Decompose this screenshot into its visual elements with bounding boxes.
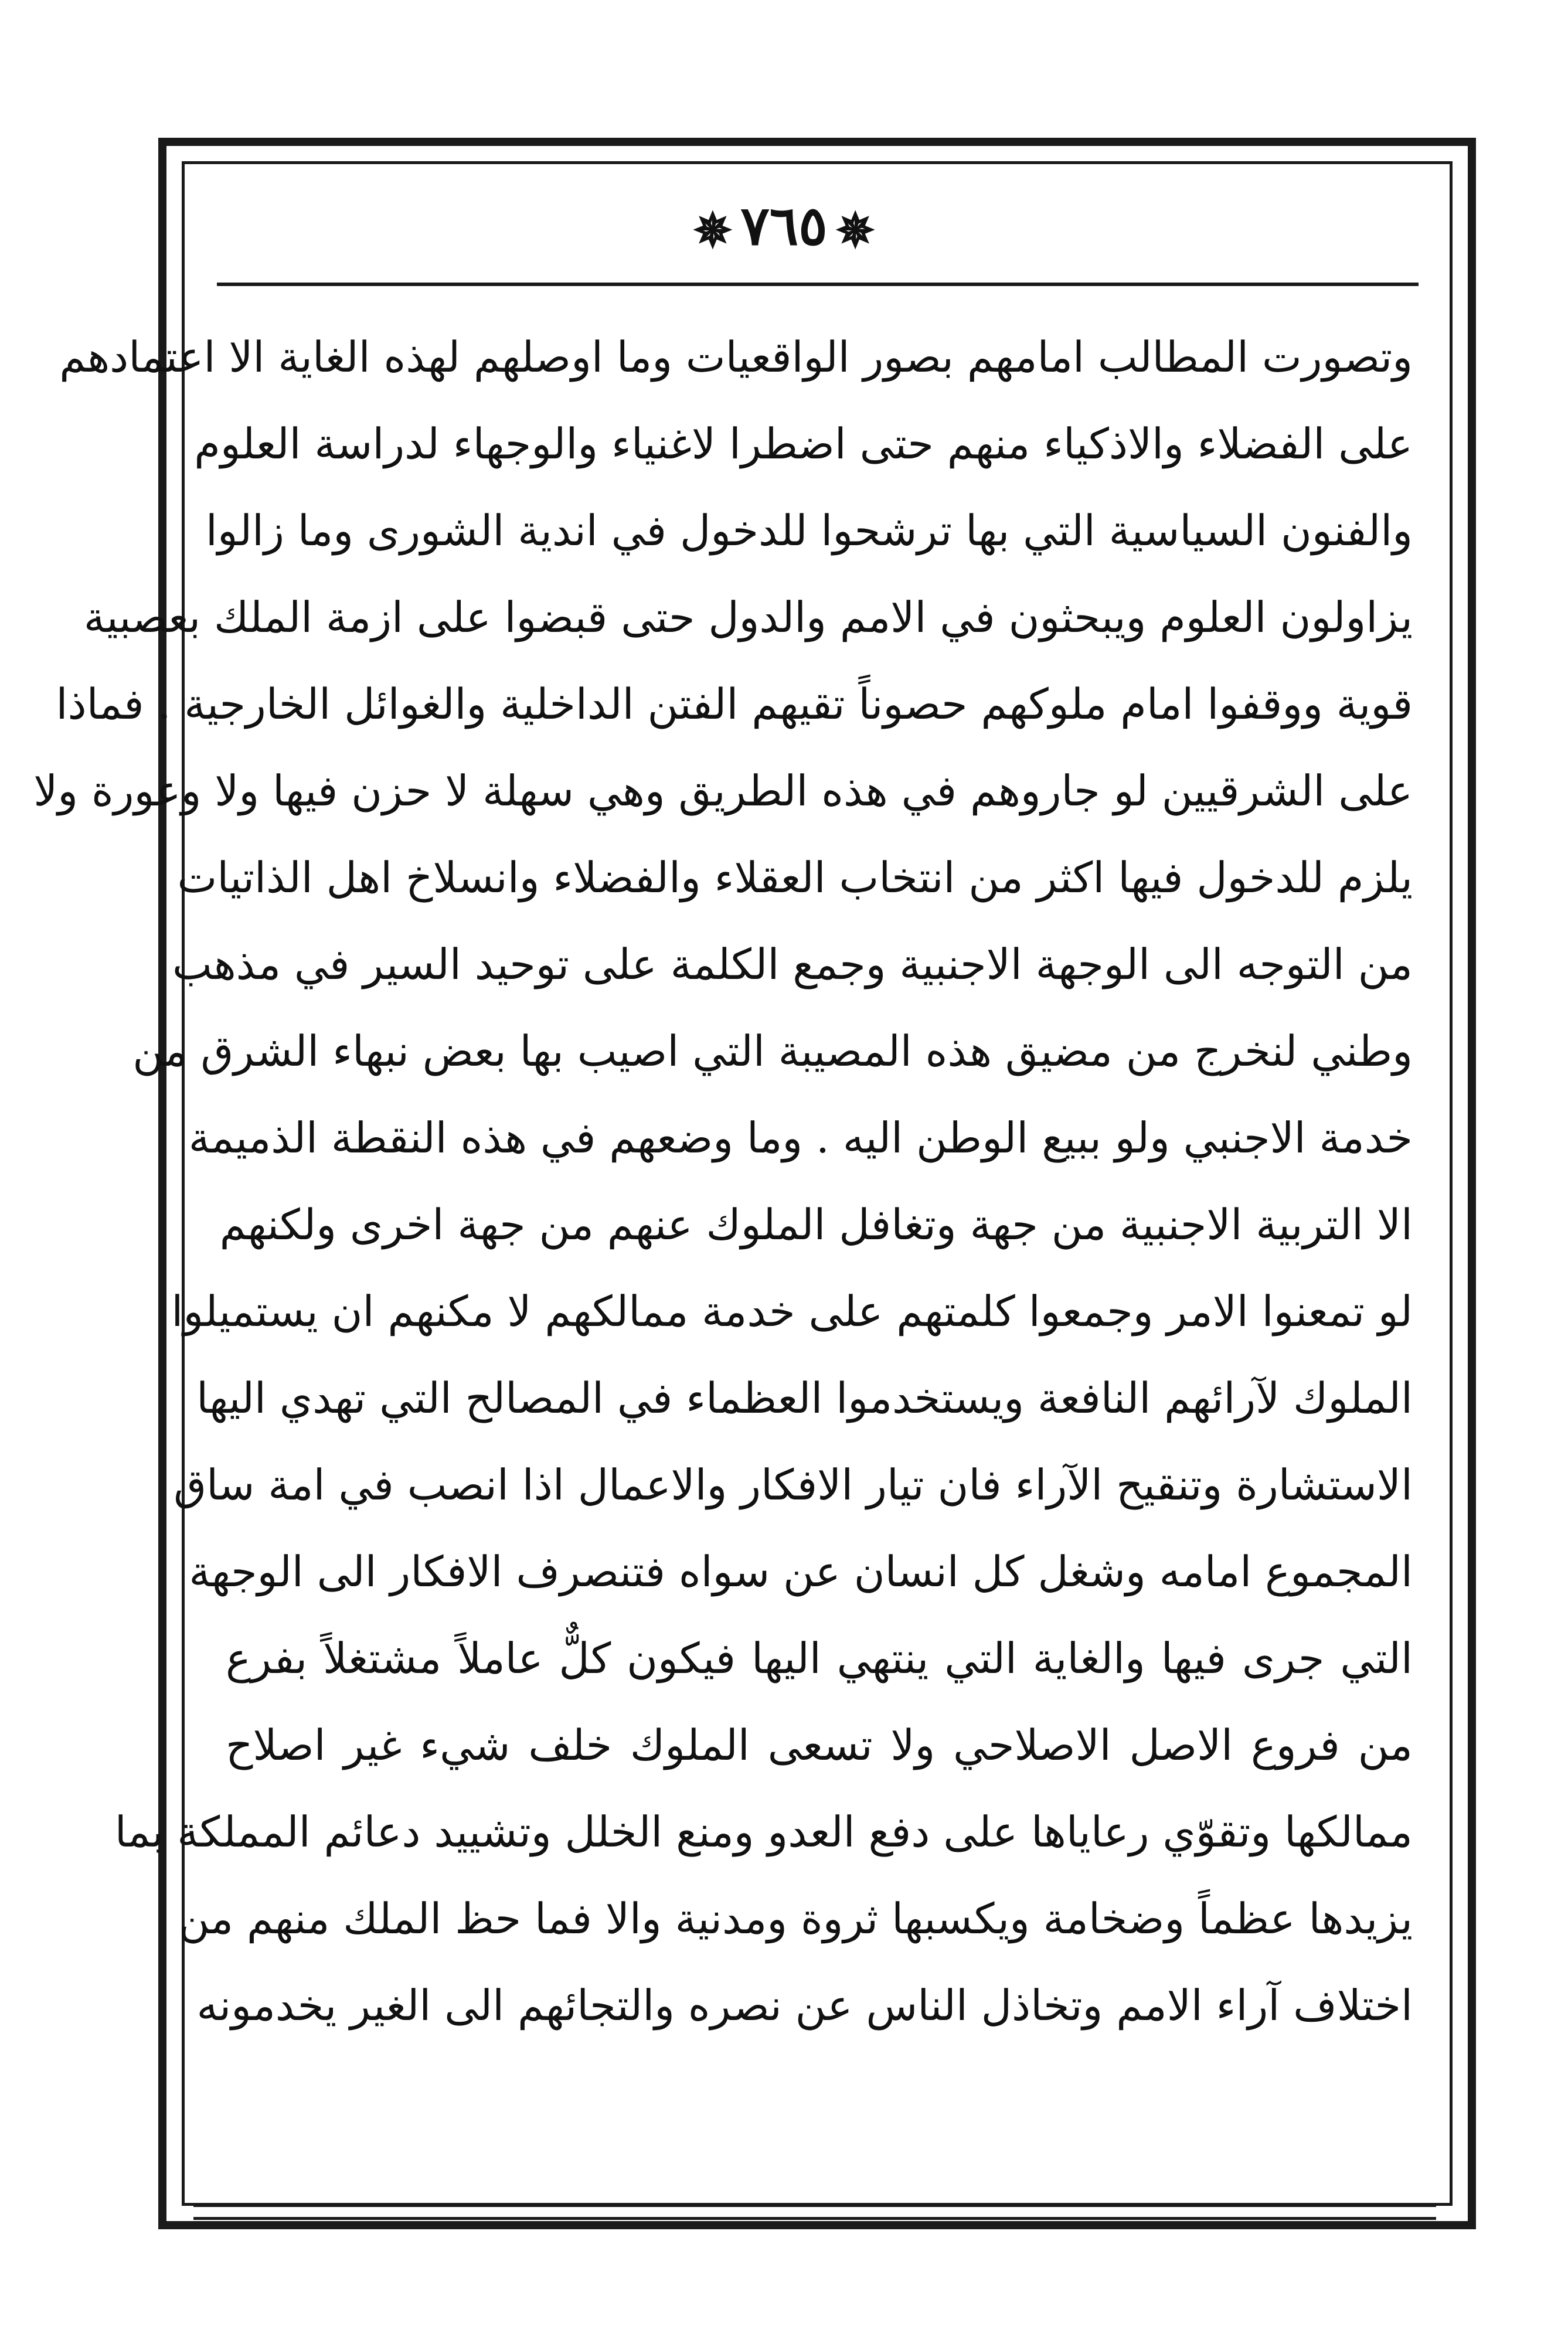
text-line: يلزم للدخول فيها اكثر من انتخاب العقلاء والفضلاء وانسلاخ اهل الذاتيات [177,853,1413,902]
header-divider [217,283,1419,286]
text-line: الاستشارة وتنقيح الآراء فان تيار الافكار والاعمال اذا انصب في امة ساق [174,1460,1413,1509]
page-header [0,191,1568,266]
text-line: يزيدها عظماً وضخامة ويكسبها ثروة ومدنية والا فما حظ الملك منهم من [178,1894,1413,1943]
text-line: ممالكها وتقوّي رعاياها على دفع العدو ومنع الخلل وتشييد دعائم المملكة بما [114,1807,1413,1856]
ornament-right-icon: ✵ [835,203,875,259]
text-line: خدمة الاجنبي ولو ببيع الوطن اليه . وما وضعهم في هذه النقطة الذميمة [188,1113,1413,1162]
page-number: ٧٦٥ [740,194,828,257]
text-line: يزاولون العلوم ويبحثون في الامم والدول حتى قبضوا على ازمة الملك بعصبية [83,593,1413,642]
text-line: الا التربية الاجنبية من جهة وتغافل الملوك عنهم من جهة اخرى ولكنهم [219,1200,1413,1249]
text-line: من فروع الاصل الاصلاحي ولا تسعى الملوك خلف شيء غير اصلاح [226,1720,1413,1770]
text-line: الملوك لآرائهم النافعة ويستخدموا العظماء في المصالح التي تهدي اليها [196,1373,1413,1423]
text-line: والفنون السياسية التي بها ترشحوا للدخول في اندية الشورى وما زالوا [205,506,1413,555]
text-line: من التوجه الى الوجهة الاجنبية وجمع الكلمة على توحيد السير في مذهب [172,940,1413,989]
text-line: وتصورت المطالب امامهم بصور الواقعيات وما اوصلهم لهذه الغاية الا اعتمادهم [59,332,1413,382]
text-line: التي جرى فيها والغاية التي ينتهي اليها فيكون كلٌّ عاملاً مشتغلاً بفرع [226,1634,1413,1683]
footer-rule-upper [193,2204,1436,2207]
ornament-left-icon: ✵ [693,203,733,259]
body-text [33,314,1413,2049]
text-line: قوية ووقفوا امام ملوكهم حصوناً تقيهم الفتن الداخلية والغوائل الخارجية . فماذا [56,679,1413,729]
text-line: المجموع امامه وشغل كل انسان عن سواه فتنصرف الافكار الى الوجهة [189,1547,1413,1596]
text-line: على الفضلاء والاذكياء منهم حتى اضطرا لاغنياء والوجهاء لدراسة العلوم [194,419,1413,468]
footer-rule-lower [193,2217,1436,2220]
text-line: على الشرقيين لو جاروهم في هذه الطريق وهي سهلة لا حزن فيها ولا وعورة ولا [33,766,1413,815]
text-line: لو تمعنوا الامر وجمعوا كلمتهم على خدمة ممالكهم لا مكنهم ان يستميلوا [171,1287,1413,1336]
text-line: وطني لنخرج من مضيق هذه المصيبة التي اصيب بها بعض نبهاء الشرق من [132,1026,1413,1076]
text-line: اختلاف آراء الامم وتخاذل الناس عن نصره والتجائهم الى الغير يخدمونه [196,1981,1413,2030]
